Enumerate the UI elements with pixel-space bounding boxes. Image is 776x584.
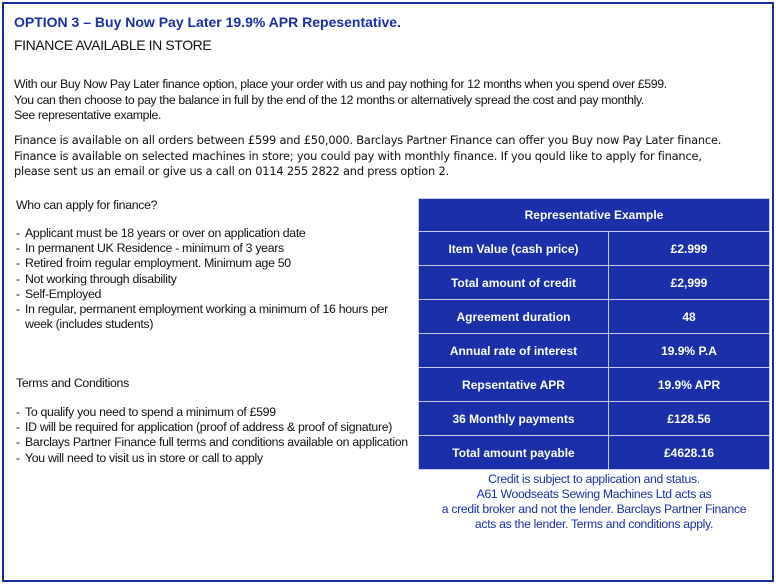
table-row	[419, 436, 770, 470]
list-item-text: Not working through disability	[25, 271, 177, 286]
row-value: 19.9% P.A	[609, 334, 770, 368]
option-title: OPTION 3 – Buy Now Pay Later 19.9% APR Repesentative.	[14, 14, 401, 30]
list-item: - Applicant must be 18 years or over on application date	[16, 226, 411, 241]
list-item: - In regular, permanent employment working a minimum of 16 hours per week (includes students)	[16, 302, 411, 332]
row-label: Total amount payable	[419, 436, 609, 470]
row-value: £4628.16	[609, 436, 770, 470]
table-heading: Representative Example	[419, 199, 770, 232]
terms-list	[16, 405, 411, 466]
list-item-text: ID will be required for application (proof of address & proof of signature)	[25, 420, 393, 435]
finance-info-paragraph	[14, 133, 769, 180]
table-header-row	[419, 199, 770, 232]
list-item-text: Retired froim regular employment. Minimum age 50	[25, 256, 291, 271]
row-value: 19.9% APR	[609, 368, 770, 402]
representative-example-table	[418, 198, 770, 470]
intro-line: See representative example.	[14, 108, 162, 122]
table-row	[419, 266, 770, 300]
row-label: Agreement duration	[419, 300, 609, 334]
table-row	[419, 334, 770, 368]
intro-line: With our Buy Now Pay Later finance option, place your order with us and pay nothing for 12 months when you spend over £599.	[14, 77, 667, 91]
who-can-apply-heading: Who can apply for finance?	[16, 198, 158, 212]
list-item: - Barclays Partner Finance full terms and conditions available on application	[16, 435, 411, 450]
list-item: - You will need to visit us in store or call to apply	[16, 451, 411, 466]
list-item-text: You will need to visit us in store or call to apply	[25, 450, 263, 465]
list-item: - Not working through disability	[16, 272, 411, 287]
list-item: - To qualify you need to spend a minimum of £599	[16, 405, 411, 420]
list-item: - In permanent UK Residence - minimum of 3 years	[16, 241, 411, 256]
row-label: Total amount of credit	[419, 266, 609, 300]
disclaimer-line: a credit broker and not the lender. Barclays Partner Finance	[441, 502, 747, 516]
list-item: - Retired froim regular employment. Minimum age 50	[16, 256, 411, 271]
row-value: £128.56	[609, 402, 770, 436]
row-label: Annual rate of interest	[419, 334, 609, 368]
list-item-text: In regular, permanent employment working a minimum of 16 hours per week (includes students)	[25, 302, 388, 332]
list-item-text: In permanent UK Residence - minimum of 3 years	[25, 241, 284, 256]
finance-info-line: Finance is available on all orders between £599 and £50,000. Barclays Partner Finance can offer you Buy now Pay Later finance.	[14, 133, 722, 147]
list-item-text: Applicant must be 18 years or over on application date	[25, 226, 306, 240]
row-value: £2,999	[609, 266, 770, 300]
table-row	[419, 402, 770, 436]
disclaimer-line: acts as the lender. Terms and conditions apply.	[474, 517, 714, 531]
finance-option-panel	[2, 2, 774, 582]
list-item-text: To qualify you need to spend a minimum of £599	[25, 405, 276, 419]
terms-heading: Terms and Conditions	[16, 376, 129, 390]
row-label: 36 Monthly payments	[419, 402, 609, 436]
eligibility-list	[16, 226, 411, 332]
finance-info-line: Finance is available on selected machines in store; you could pay with monthly finance. If you qould like to apply for finance,	[14, 148, 702, 163]
credit-disclaimer	[418, 472, 770, 532]
list-item-text: Self-Employed	[25, 286, 102, 301]
disclaimer-line: A61 Woodseats Sewing Machines Ltd acts as	[476, 487, 712, 501]
list-item: - ID will be required for application (proof of address & proof of signature)	[16, 420, 411, 435]
row-value: 48	[609, 300, 770, 334]
list-item: - Self-Employed	[16, 287, 411, 302]
row-label: Repsentative APR	[419, 368, 609, 402]
table-row	[419, 232, 770, 266]
list-item-text: Barclays Partner Finance full terms and conditions available on application	[25, 435, 408, 450]
finance-subtitle: FINANCE AVAILABLE IN STORE	[14, 37, 212, 53]
intro-paragraph	[14, 77, 764, 124]
table-row	[419, 368, 770, 402]
disclaimer-line: Credit is subject to application and status.	[488, 472, 700, 486]
intro-line: You can then choose to pay the balance in full by the end of the 12 months or alternatively spread the cost and pay monthly.	[14, 92, 644, 107]
finance-info-line: please sent us an email or give us a call on 0114 255 2822 and press option 2.	[14, 164, 449, 178]
table-row	[419, 300, 770, 334]
row-value: £2.999	[609, 232, 770, 266]
row-label: Item Value (cash price)	[419, 232, 609, 266]
